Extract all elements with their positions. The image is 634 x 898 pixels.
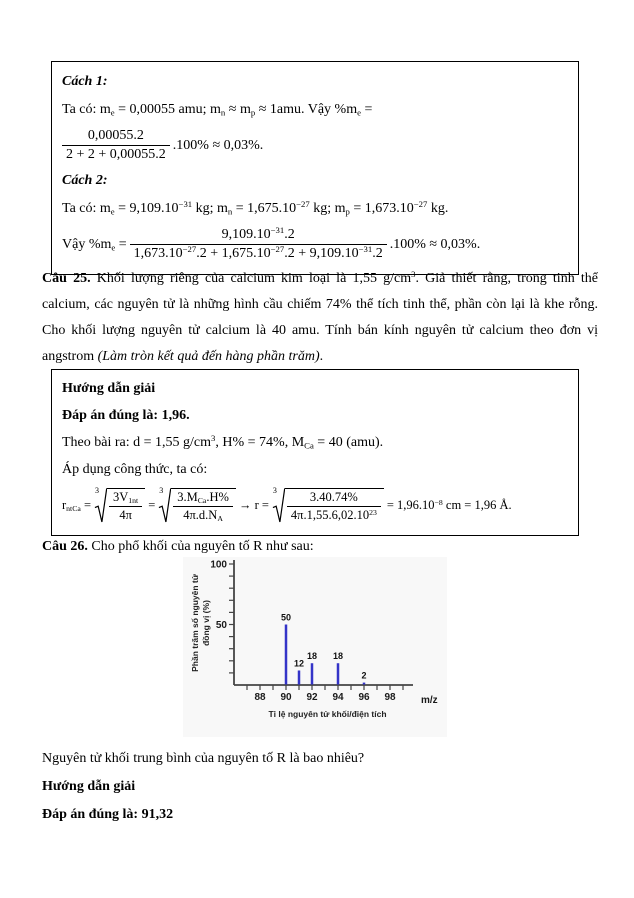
method1-setup: Ta có: $m_e = 0,00055$ amu; $m_n \approx m_p \approx 1amu$. Vậy $\%m_e$ =	[62, 102, 373, 118]
fraction	[62, 128, 170, 163]
fraction-numerator: 3.40.74%	[287, 490, 381, 507]
fraction-numerator: 0,00055.2	[62, 128, 170, 146]
x-tick-label: 88	[254, 692, 266, 703]
x-tick-label: 98	[384, 692, 396, 703]
apply-line: Áp dụng công thức, ta có:	[62, 462, 208, 477]
chart-caption: Tỉ lệ nguyên tử khối/điện tích	[268, 709, 387, 719]
fraction-denominator: 4π.1,55.6,02.10$^{23}$	[290, 507, 377, 522]
root-index: 3	[95, 486, 99, 495]
cau26-answer: Đáp án đúng là: 91,32	[42, 807, 174, 822]
radicand	[171, 488, 236, 523]
y-tick-label: 50	[215, 620, 227, 631]
peak-value-label: 2	[361, 670, 367, 681]
cube-root-1	[94, 488, 145, 523]
radical-sign-icon	[94, 488, 107, 523]
formula-tail: .100% ≈ 0,03%.	[172, 137, 264, 153]
cau26-intro: Câu 26. Cho phổ khối của nguyên tố R như sau:	[42, 539, 314, 554]
root-index: 3	[159, 486, 164, 495]
fraction-denominator: 2 + 2 + 0,00055.2	[66, 147, 166, 162]
formula-result: = $1,96.10^{-8}$ cm = 1,96 Å.	[386, 497, 512, 512]
cube-root-2	[158, 488, 236, 523]
x-axis-unit-label: m/z	[421, 695, 438, 706]
formula-lhs: $r_{ntCa}$ =	[62, 498, 91, 514]
radical-sign-icon	[272, 488, 285, 523]
solution-box-cau24	[51, 61, 579, 275]
solution-box-cau25	[51, 369, 579, 536]
arrow-implies: → r =	[238, 498, 269, 512]
method2-title: Cách 2:	[62, 173, 108, 188]
given-line: Theo bài ra: d = 1,55 $g/cm^3$, H% = 74%, $M_{Ca} = 40$ (amu).	[62, 433, 384, 451]
fraction-denominator: 4π	[119, 508, 132, 522]
fraction-numerator: $3.M_{Ca}.H\%$	[173, 490, 233, 507]
radicand	[107, 488, 145, 523]
y-tick-label: 100	[210, 559, 227, 571]
cau26-solution-heading: Hướng dẫn giải	[42, 779, 136, 794]
fraction-numerator: $9,109.10^{-31}.2$	[130, 227, 387, 245]
equals-sign: =	[148, 498, 156, 512]
answer-line: Đáp án đúng là: 1,96.	[62, 408, 190, 423]
fraction	[287, 490, 381, 523]
root-index: 3	[272, 486, 277, 495]
peak-value-label: 50	[280, 612, 292, 623]
fraction-denominator: $1,673.10^{-27}.2 + 1,675.10^{-27}.2 + 9,109.10^{-31}.2$	[133, 244, 383, 261]
solution-heading: Hướng dẫn giải	[62, 381, 156, 396]
y-axis-title: Phần trăm số nguyên tửđồng vị (%)	[190, 574, 211, 672]
method1-formula	[62, 128, 568, 163]
fraction	[130, 227, 387, 262]
radius-formula	[62, 488, 568, 523]
mass-spectrum-svg	[183, 557, 447, 737]
formula-lead: Vậy $\%m_e$ =	[62, 236, 127, 252]
x-tick-label: 92	[306, 692, 318, 703]
fraction-denominator: $4\pi.d.N_A$	[183, 508, 223, 524]
fraction-numerator: $3V_{1nt}$	[109, 490, 142, 507]
radical-sign-icon	[158, 488, 171, 523]
method2-setup: Ta có: $m_e = 9,109.10^{-31}$ kg; $m_n = 1,675.10^{-27}$ kg; $m_p = 1,673.10^{-27}$ kg.	[62, 199, 449, 217]
method1-title: Cách 1:	[62, 74, 108, 89]
formula-tail: .100% ≈ 0,03%.	[389, 236, 481, 252]
peak-value-label: 18	[332, 651, 344, 662]
mass-spectrum-figure	[183, 557, 447, 737]
method2-formula	[62, 227, 568, 262]
radicand	[285, 488, 384, 523]
fraction	[173, 490, 233, 523]
x-tick-label: 94	[332, 692, 344, 703]
x-tick-label: 90	[280, 692, 292, 703]
peak-value-label: 18	[306, 651, 318, 662]
peak-value-label: 12	[293, 658, 305, 669]
cau25-question: Câu 25. Khối lượng riêng của calcium kim loại là 1,55 $g/cm^3$. Giả thiết rằng, trong tinh thể calcium, các nguyên tử là những hình cầu chiếm 74% thể tích tinh thể, phần còn lại là khe rỗng. Cho khối lượng nguyên tử calcium là 40 amu. Tính bán kính nguyên tử calcium theo đơn vị angstrom (Làm tròn kết quả đến hàng phần trăm).	[42, 269, 598, 364]
cau26-question: Nguyên tử khối trung bình của nguyên tố R là bao nhiêu?	[42, 751, 365, 766]
cube-root-3	[272, 488, 384, 523]
x-tick-label: 96	[358, 692, 370, 703]
fraction	[109, 490, 142, 523]
